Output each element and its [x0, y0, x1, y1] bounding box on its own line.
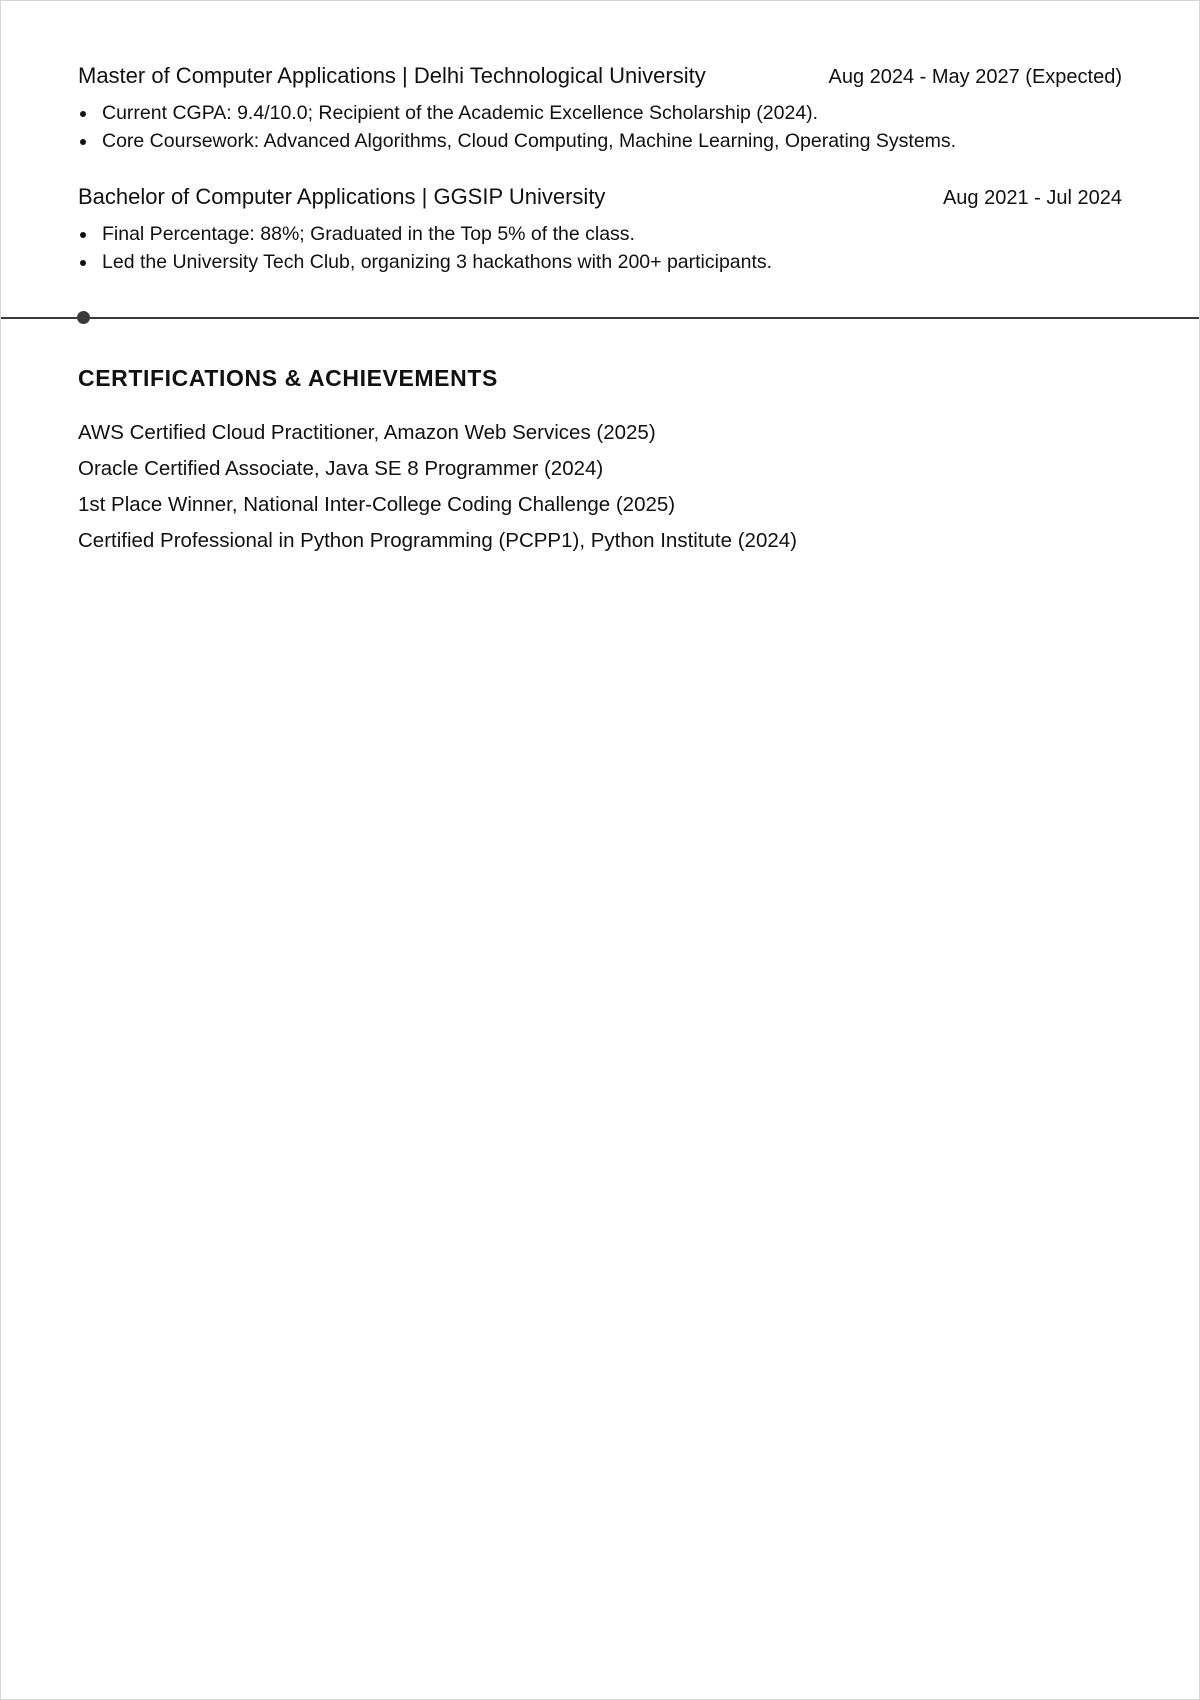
education-bullets — [78, 99, 1122, 155]
section-divider — [1, 317, 1199, 319]
degree-title: Bachelor of Computer Applications | GGSIP University — [78, 184, 606, 209]
education-header — [78, 184, 1122, 214]
education-header — [78, 63, 1122, 93]
education-entry-bca — [78, 184, 1122, 276]
education-dates: Aug 2021 - Jul 2024 — [942, 187, 1122, 209]
education-bullet: Led the University Tech Club, organizing 3 hackathons with 200+ participants. — [78, 248, 1122, 276]
certification-item: AWS Certified Cloud Practitioner, Amazon Web Services (2025) — [78, 421, 656, 444]
certifications-list — [78, 415, 797, 559]
education-bullet: Core Coursework: Advanced Algorithms, Cloud Computing, Machine Learning, Operating Systems. — [78, 127, 1122, 155]
degree-title: Master of Computer Applications | Delhi Technological University — [78, 63, 706, 88]
education-entry-mca — [78, 63, 1122, 155]
certification-item: Oracle Certified Associate, Java SE 8 Programmer (2024) — [78, 457, 604, 480]
certification-item: 1st Place Winner, National Inter-College Coding Challenge (2025) — [78, 493, 676, 516]
divider-dot-icon — [77, 311, 90, 324]
certification-item: Certified Professional in Python Programming (PCPP1), Python Institute (2024) — [78, 529, 797, 552]
education-bullets — [78, 220, 1122, 276]
education-bullet: Final Percentage: 88%; Graduated in the Top 5% of the class. — [78, 220, 1122, 248]
education-bullet: Current CGPA: 9.4/10.0; Recipient of the Academic Excellence Scholarship (2024). — [78, 99, 1122, 127]
education-dates: Aug 2024 - May 2027 (Expected) — [828, 66, 1122, 88]
section-title-certifications: CERTIFICATIONS & ACHIEVEMENTS — [78, 365, 498, 391]
